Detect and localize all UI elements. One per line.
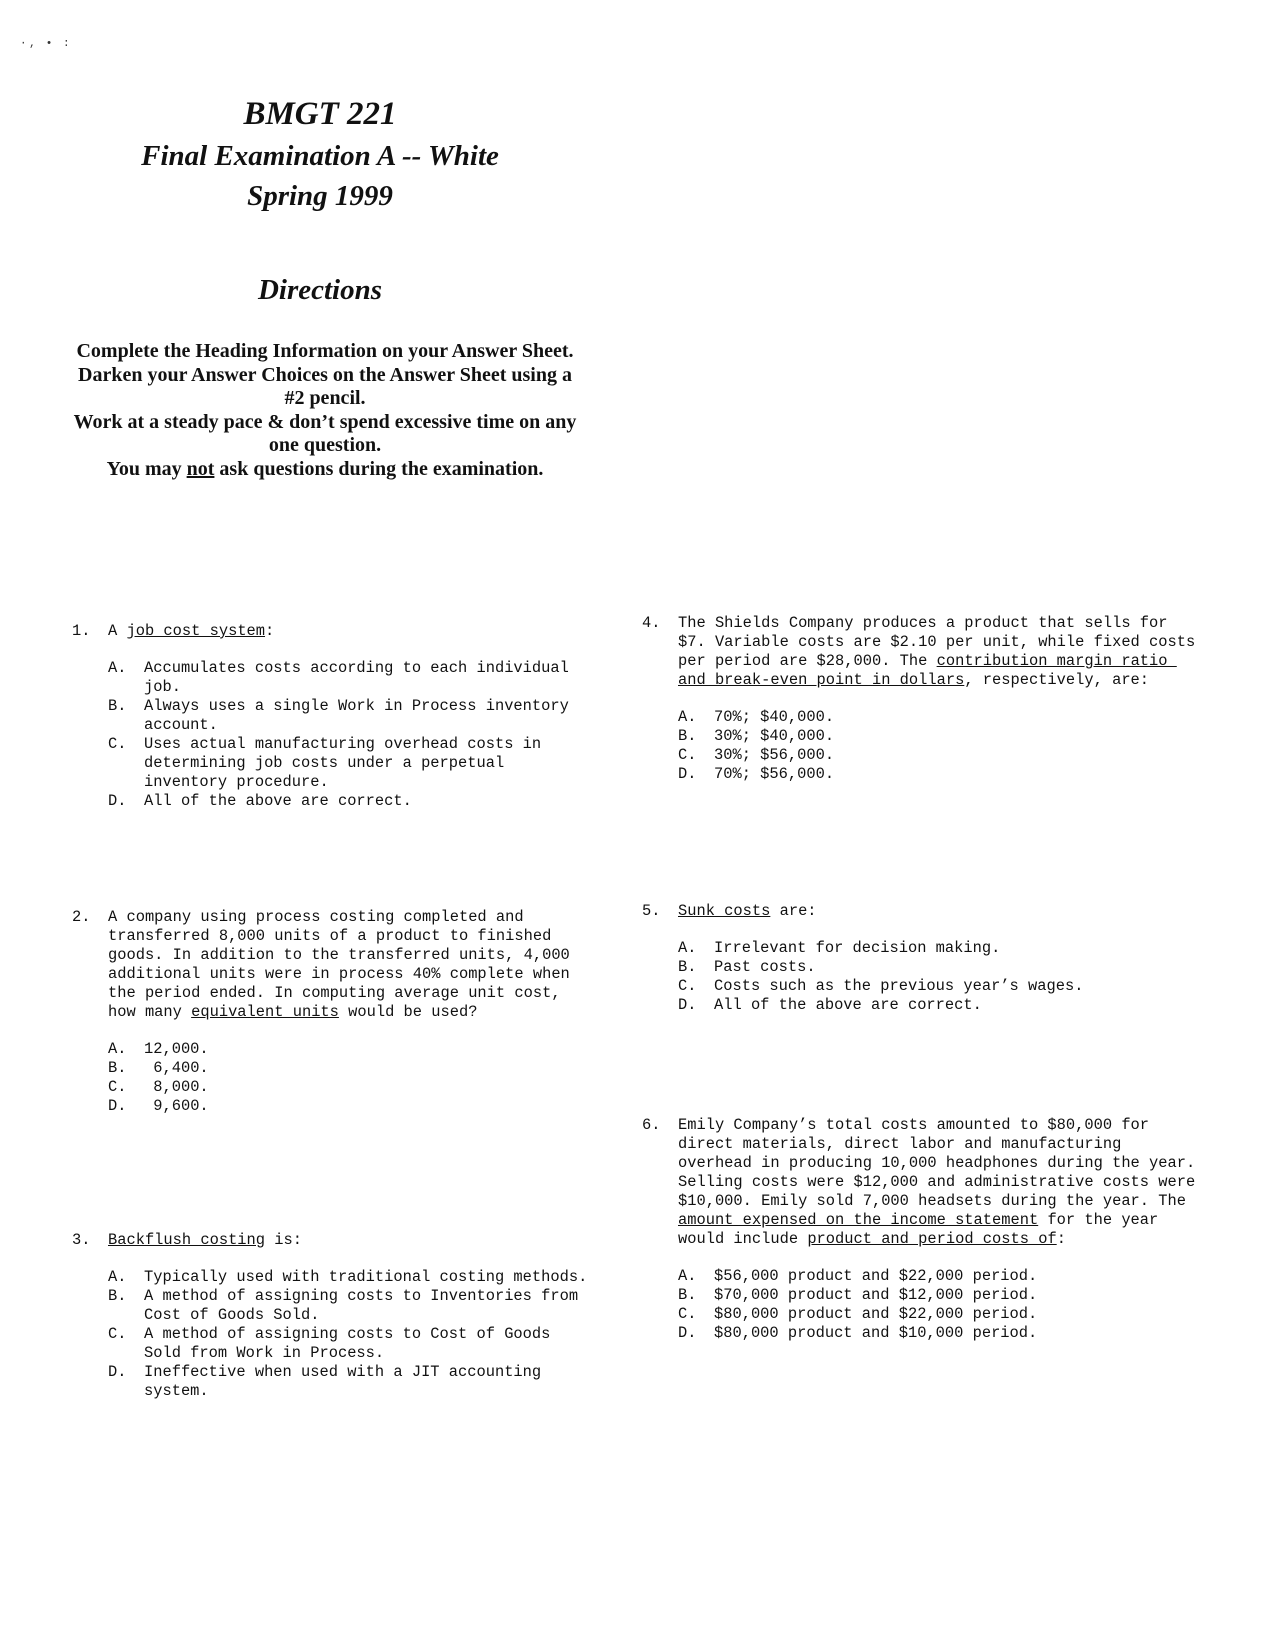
option-letter: C. — [108, 1325, 127, 1343]
directions-text — [60, 340, 590, 481]
option-letter: D. — [678, 996, 697, 1014]
option-text: $70,000 product and $12,000 period. — [714, 1286, 1038, 1304]
option-text: A method of assigning costs to Inventories from Cost of Goods Sold. — [144, 1287, 588, 1324]
option-letter: C. — [678, 1305, 697, 1323]
answer-option — [72, 1287, 592, 1325]
underlined-term: job cost system — [126, 622, 266, 640]
underlined-term: amount expensed on the income statement — [678, 1211, 1039, 1229]
stem-text: : — [1056, 1230, 1066, 1248]
question-number: 5. — [642, 902, 661, 920]
option-text: All of the above are correct. — [714, 996, 982, 1014]
option-letter: B. — [678, 1286, 697, 1304]
directions-line: Darken your Answer Choices on the Answer Sheet using a — [78, 363, 572, 386]
option-text: 9,600. — [144, 1097, 209, 1115]
option-letter: A. — [108, 1268, 127, 1286]
question-2 — [72, 908, 592, 1116]
stem-text: A company using process costing completed and transferred 8,000 units of a product to finished goods. In addition to the transferred units, 4,000 additional units were in process 40% complete when the period ended. In computing average unit cost, how many — [108, 908, 580, 1021]
answer-options — [642, 1267, 1202, 1343]
option-letter: A. — [678, 1267, 697, 1285]
question-stem — [72, 622, 592, 641]
option-letter: A. — [678, 708, 697, 726]
option-letter: D. — [108, 1097, 127, 1115]
scan-corner-marks: ·‚ • : — [20, 38, 72, 50]
option-text: Costs such as the previous year’s wages. — [714, 977, 1084, 995]
answer-option — [72, 697, 592, 735]
underlined-term: Backflush costing — [108, 1231, 266, 1249]
question-stem — [642, 902, 1202, 921]
answer-options — [72, 1268, 592, 1401]
option-letter: C. — [678, 977, 697, 995]
underlined-term: product and period costs of — [807, 1230, 1057, 1248]
stem-text: The Shields Company produces a product that sells for $7. Variable costs are $2.10 per unit, while fixed costs per period are $28,000. The — [678, 614, 1205, 670]
option-letter: B. — [678, 958, 697, 976]
option-letter: C. — [108, 735, 127, 753]
option-text: Always uses a single Work in Process inventory account. — [144, 697, 579, 734]
stem-text: is: — [265, 1231, 302, 1249]
answer-option — [72, 1268, 592, 1287]
option-letter: D. — [108, 1363, 127, 1381]
directions-line: Work at a steady pace & don’t spend excessive time on any — [73, 410, 577, 433]
answer-option — [642, 1286, 1202, 1305]
answer-option — [642, 708, 1202, 727]
answer-option — [72, 1097, 592, 1116]
option-letter: D. — [678, 765, 697, 783]
question-number: 6. — [642, 1116, 661, 1134]
option-text: A method of assigning costs to Cost of Goods Sold from Work in Process. — [144, 1325, 560, 1362]
answer-option — [642, 939, 1202, 958]
answer-option — [642, 1305, 1202, 1324]
option-letter: C. — [108, 1078, 127, 1096]
option-text: Accumulates costs according to each individual job. — [144, 659, 579, 696]
stem-text: for the year would include — [678, 1211, 1168, 1248]
question-stem — [642, 614, 1205, 690]
directions-line — [60, 458, 590, 482]
answer-option — [72, 1040, 592, 1059]
answer-options — [72, 659, 592, 811]
option-text: 30%; $40,000. — [714, 727, 835, 745]
answer-option — [642, 977, 1202, 996]
option-letter: A. — [108, 1040, 127, 1058]
option-letter: B. — [108, 1059, 127, 1077]
option-letter: C. — [678, 746, 697, 764]
option-text: Ineffective when used with a JIT accounting system. — [144, 1363, 551, 1400]
directions-heading: Directions — [257, 274, 383, 306]
exam-term: Spring 1999 — [247, 180, 393, 212]
course-title: BMGT 221 — [243, 96, 397, 132]
exam-title-block — [60, 92, 580, 216]
underlined-term: Sunk costs — [678, 902, 771, 920]
option-letter: A. — [678, 939, 697, 957]
question-stem — [72, 1231, 592, 1250]
question-1 — [72, 622, 592, 811]
option-text: 70%; $40,000. — [714, 708, 835, 726]
underlined-term: contribution margin ratio and break-even point in dollars — [678, 652, 1177, 689]
stem-text: Emily Company’s total costs amounted to $80,000 for direct materials, direct labor and manufacturing overhead in producing 10,000 headphones during the year. Selling costs were $12,000 and administrative costs were $10,000. Emily sold 7,000 headsets during the year. The — [678, 1116, 1205, 1210]
option-text: Typically used with traditional costing methods. — [144, 1268, 588, 1286]
directions-line: Complete the Heading Information on your Answer Sheet. — [76, 340, 574, 362]
answer-options — [642, 939, 1202, 1015]
answer-option — [72, 735, 592, 792]
answer-option — [72, 792, 592, 811]
question-stem — [72, 908, 592, 1022]
question-3 — [72, 1231, 592, 1401]
option-text: 6,400. — [144, 1059, 209, 1077]
directions-emphasis: not — [186, 457, 215, 480]
answer-option — [72, 1078, 592, 1097]
answer-option — [72, 659, 592, 697]
question-5 — [642, 902, 1202, 1015]
option-text: Irrelevant for decision making. — [714, 939, 1001, 957]
answer-option — [72, 1325, 592, 1363]
option-text: All of the above are correct. — [144, 792, 412, 810]
answer-option — [72, 1059, 592, 1078]
answer-option — [642, 765, 1202, 784]
option-text: Uses actual manufacturing overhead costs in determining job costs under a perpetual inventory procedure. — [144, 735, 551, 791]
question-number: 2. — [72, 908, 91, 926]
stem-text: : — [265, 622, 275, 640]
question-4 — [642, 614, 1205, 784]
option-letter: D. — [108, 792, 127, 810]
directions-line: one question. — [268, 434, 382, 456]
answer-option — [642, 746, 1202, 765]
option-text: $56,000 product and $22,000 period. — [714, 1267, 1038, 1285]
stem-text: would be used? — [338, 1003, 478, 1021]
answer-options — [642, 708, 1202, 784]
option-text: 8,000. — [144, 1078, 209, 1096]
answer-option — [642, 996, 1202, 1015]
underlined-term: equivalent units — [191, 1003, 339, 1021]
stem-text: A — [108, 622, 127, 640]
option-letter: B. — [108, 697, 127, 715]
answer-option — [642, 727, 1202, 746]
question-6 — [642, 1116, 1205, 1343]
stem-text: , respectively, are: — [964, 671, 1150, 689]
option-text: $80,000 product and $22,000 period. — [714, 1305, 1038, 1323]
exam-title: Final Examination A -- White — [141, 140, 499, 172]
answer-option — [642, 1267, 1202, 1286]
directions-fragment: You may — [106, 457, 187, 480]
option-letter: A. — [108, 659, 127, 677]
directions-line: #2 pencil. — [284, 387, 366, 409]
option-letter: B. — [678, 727, 697, 745]
question-stem — [642, 1116, 1205, 1249]
answer-option — [72, 1363, 592, 1401]
option-text: 30%; $56,000. — [714, 746, 835, 764]
question-number: 1. — [72, 622, 91, 640]
answer-option — [642, 1324, 1202, 1343]
question-number: 3. — [72, 1231, 91, 1249]
stem-text: are: — [770, 902, 817, 920]
option-letter: D. — [678, 1324, 697, 1342]
option-text: 70%; $56,000. — [714, 765, 835, 783]
option-text: 12,000. — [144, 1040, 209, 1058]
option-text: Past costs. — [714, 958, 816, 976]
answer-options — [72, 1040, 592, 1116]
directions-fragment: ask questions during the examination. — [214, 457, 544, 480]
answer-option — [642, 958, 1202, 977]
option-letter: B. — [108, 1287, 127, 1305]
option-text: $80,000 product and $10,000 period. — [714, 1324, 1038, 1342]
question-number: 4. — [642, 614, 661, 632]
